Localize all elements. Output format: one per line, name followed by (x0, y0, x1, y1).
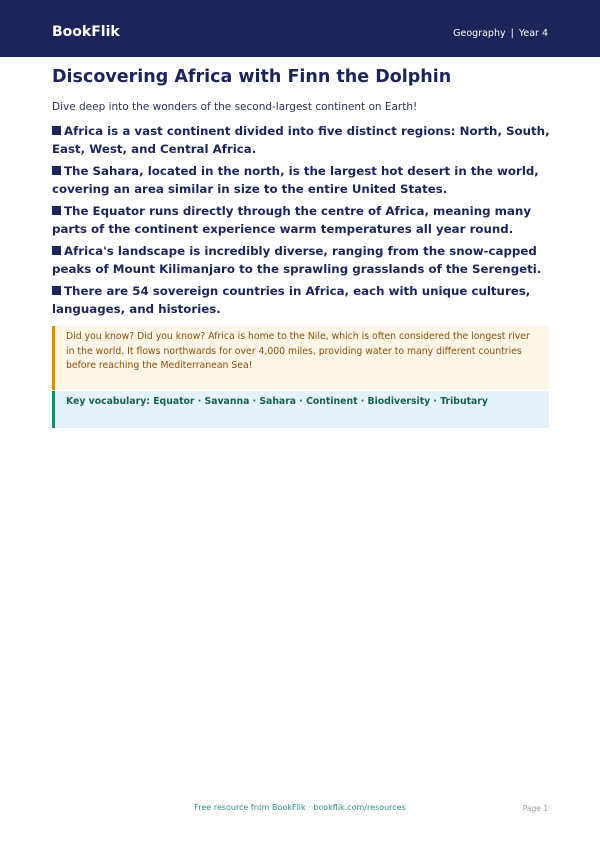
main-content (52, 66, 550, 323)
fact-item (52, 283, 550, 318)
fact-item (52, 243, 550, 278)
did-you-know-callout (52, 326, 549, 390)
fact-item (52, 163, 550, 198)
intro-text: Dive deep into the wonders of the second-largest continent on Earth! (52, 101, 418, 113)
page-number: Page 1 (522, 804, 548, 813)
brand-logo: BookFlik (52, 24, 120, 40)
fact-text: Africa is a vast continent divided into five distinct regions: North, South, East, West, and Central Africa. (52, 124, 550, 156)
subject-label: Geography (453, 28, 506, 39)
year-label: Year 4 (518, 28, 548, 39)
fact-text: The Equator runs directly through the centre of Africa, meaning many parts of the continent experience warm temperatures all year round. (52, 204, 532, 236)
page-header (0, 0, 600, 57)
square-bullet-icon (52, 166, 61, 175)
footer-credit: Free resource from BookFlik · bookflik.com/resources (194, 803, 406, 812)
square-bullet-icon (52, 206, 61, 215)
fact-text: There are 54 sovereign countries in Africa, each with unique cultures, languages, and histories. (52, 284, 531, 316)
fact-item (52, 123, 550, 158)
square-bullet-icon (52, 246, 61, 255)
fact-text: The Sahara, located in the north, is the largest hot desert in the world, covering an area similar in size to the entire United States. (52, 164, 539, 196)
vocabulary-text: Key vocabulary: Equator · Savanna · Sahara · Continent · Biodiversity · Tributary (66, 396, 488, 407)
fact-text: Africa's landscape is incredibly diverse, ranging from the snow-capped peaks of Mount Kilimanjaro to the sprawling grasslands of the Serengeti. (52, 244, 542, 276)
key-vocabulary-box (52, 391, 549, 428)
fact-list (52, 123, 550, 318)
square-bullet-icon (52, 286, 61, 295)
callout-text: Did you know? Did you know? Africa is home to the Nile, which is often considered the longest river in the world. It flows northwards for over 4,000 miles, providing water to many different countries before reaching the Mediterranean Sea! (66, 331, 530, 371)
meta-separator: | (510, 28, 514, 39)
page-title: Discovering Africa with Finn the Dolphin (52, 67, 452, 87)
fact-item (52, 203, 550, 238)
square-bullet-icon (52, 126, 61, 135)
header-meta (453, 27, 548, 40)
